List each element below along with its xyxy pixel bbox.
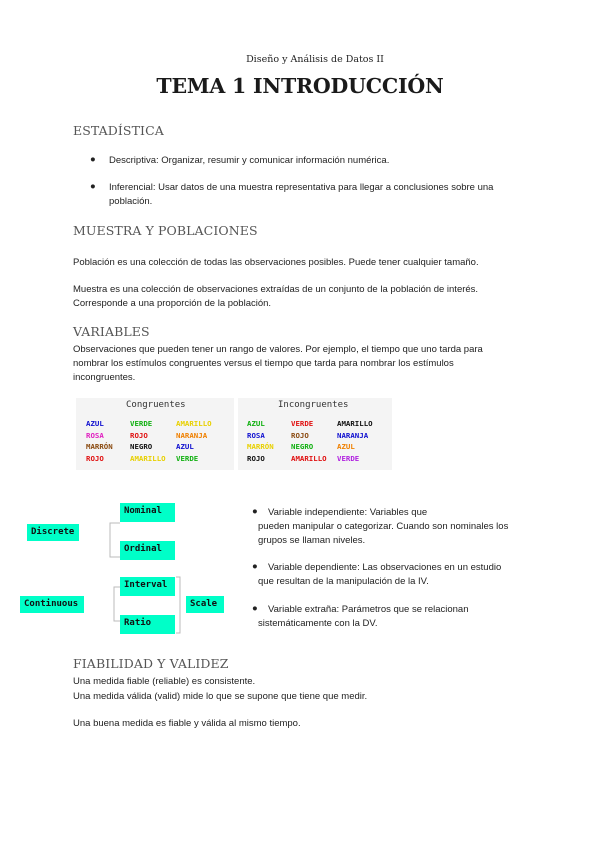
bullet-icon: ● [252,506,258,517]
box-nominal: Nominal [120,503,175,522]
course-subject: Diseño y Análisis de Datos II [246,54,384,65]
var-independiente-1: Variable independiente: Variables que [268,507,428,518]
para-fiable-valida: Una buena medida es fiable y válida al mismo tiempo. [73,718,301,729]
congruent-caption: Congruentes [126,400,186,410]
stroop-congruent-panel [76,398,234,470]
bullet-inferencial: Inferencial: Usar datos de una muestra representativa para llegar a conclusiones sobre una [109,182,494,193]
stroop-word: AMARILLO [176,419,212,428]
stroop-word: ROJO [291,430,309,440]
para-valida: Una medida válida (valid) mide lo que se supone que tiene que medir. [73,691,368,702]
var-dependiente-2: que resultan de la manipulación de la IV. [258,576,429,587]
connector-scale-bracket [176,577,180,633]
box-continuous: Continuous [20,596,84,613]
para-fiable: Una medida fiable (reliable) es consistente. [73,676,256,687]
box-scale: Scale [186,596,224,613]
stroop-word: AZUL [176,442,194,451]
para-poblacion: Población es una colección de todas las observaciones posibles. Puede tener cualquier tamaño. [73,257,479,268]
stroop-word: NARANJA [176,430,208,440]
stroop-word: AZUL [247,419,265,428]
para-muestra: Muestra es una colección de observaciones extraídas de un conjunto de la población de interés. [73,284,479,295]
var-independiente-3: grupos se llaman niveles. [258,535,366,546]
bullet-inferencial-cont: población. [109,196,153,207]
stroop-word: AZUL [337,442,355,451]
var-extrana-2: sistemáticamente con la DV. [258,618,378,629]
stroop-word: AMARILLO [130,453,166,463]
bullet-descriptiva: Descriptiva: Organizar, resumir y comunicar información numérica. [109,155,390,166]
bullet-icon: ● [90,181,96,192]
bullet-icon: ● [90,154,96,165]
var-dependiente-1: Variable dependiente: Las observaciones en un estudio [268,562,502,573]
heading-fiabilidad: FIABILIDAD Y VALIDEZ [73,656,229,671]
var-independiente-2: pueden manipular o categorizar. Cuando son nominales los [258,521,509,532]
stroop-word: MARRÓN [247,442,274,451]
stroop-word: VERDE [130,419,153,428]
stroop-word: NARANJA [337,430,369,440]
stroop-word: ROJO [130,430,148,440]
heading-muestra: MUESTRA Y POBLACIONES [73,223,258,238]
stroop-word: NEGRO [130,442,153,451]
stroop-word: NEGRO [291,442,314,451]
stroop-word: AZUL [86,419,104,428]
stroop-word: AMARILLO [337,419,373,428]
stroop-word: ROSA [86,430,104,440]
connector-discrete [110,523,120,557]
box-discrete: Discrete [27,524,79,541]
stroop-word: VERDE [176,453,199,463]
para-variables-2: nombrar los estímulos congruentes versus el tiempo que tarda para nombrar los estímulos [73,358,454,369]
page-title: TEMA 1 INTRODUCCIÓN [156,74,444,98]
stroop-word: MARRÓN [86,442,113,451]
bullet-icon: ● [252,561,258,572]
box-interval: Interval [120,577,175,596]
stroop-word: ROJO [247,453,265,463]
incongruent-word-grid [247,418,389,464]
para-muestra-cont: Corresponde a una proporción de la población. [73,298,272,309]
stroop-word: VERDE [291,419,314,428]
incongruent-caption: Incongruentes [278,400,349,410]
var-extrana-1: Variable extraña: Parámetros que se relacionan [268,604,469,615]
bullet-icon: ● [252,603,258,614]
box-ratio: Ratio [120,615,175,634]
stroop-incongruent-panel [238,398,392,470]
heading-estadistica: ESTADÍSTICA [73,123,164,138]
stroop-word: AMARILLO [291,453,327,463]
congruent-word-grid [86,418,228,464]
para-variables-3: incongruentes. [73,372,136,383]
stroop-word: VERDE [337,453,360,463]
para-variables-1: Observaciones que pueden tener un rango de valores. Por ejemplo, el tiempo que uno tarda para [73,344,483,355]
heading-variables: VARIABLES [73,324,150,339]
box-ordinal: Ordinal [120,541,175,560]
stroop-word: ROJO [86,453,104,463]
stroop-word: ROSA [247,430,265,440]
